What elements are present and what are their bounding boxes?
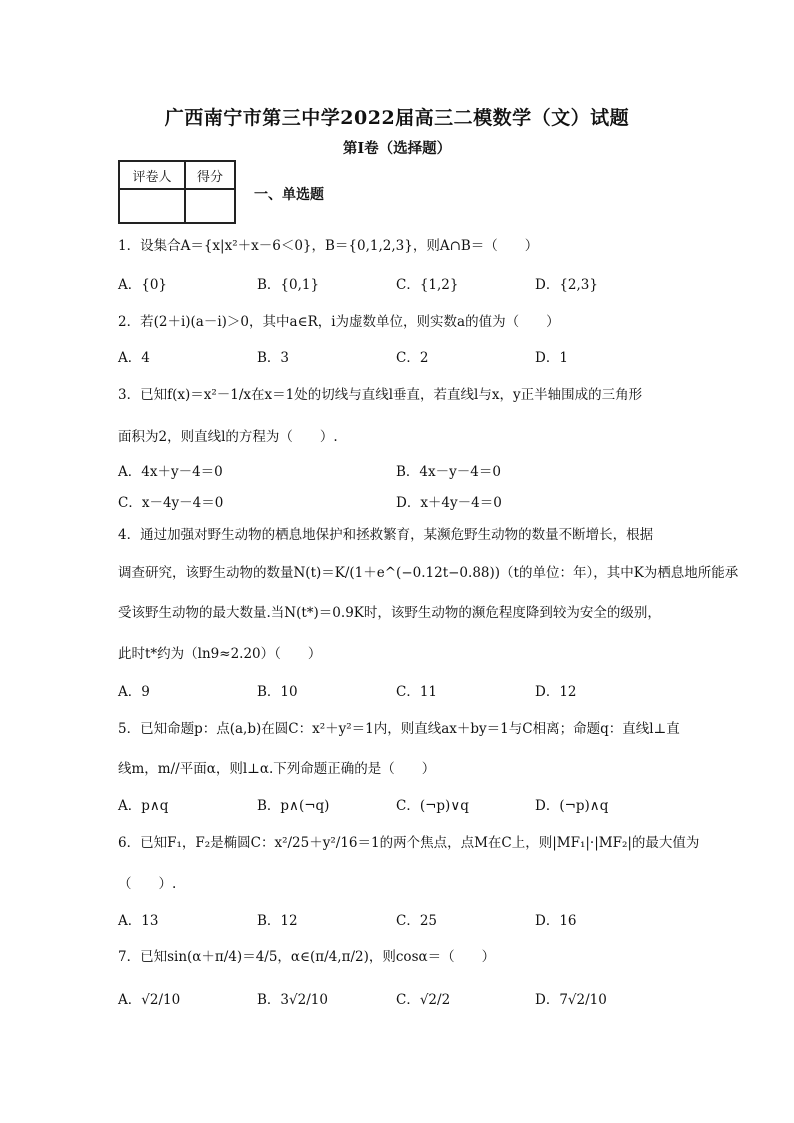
option-d: D．{2,3} (535, 277, 598, 293)
question-5-line-2: 线m，m//平面α，则l⊥α.下列命题正确的是（ ） (118, 761, 436, 777)
option-a: A．13 (118, 913, 159, 929)
question-4-line-2: 调查研究，该野生动物的数量N(t)＝K/(1＋e^(−0.12t−0.88))（t的单位：年），其中K为栖息地所能承 (118, 565, 739, 581)
question-number: 6． (118, 835, 141, 851)
question-1 (118, 234, 538, 254)
question-number: 3． (118, 387, 141, 403)
option-a: A．9 (118, 684, 150, 700)
option-b: B．p∧(¬q) (257, 798, 330, 814)
question-5 (118, 717, 680, 737)
option-d: D．(¬p)∧q (535, 798, 609, 814)
option-d: D．x＋4y－4＝0 (396, 495, 502, 511)
page-subtitle: 第I卷（选择题） (342, 140, 452, 157)
question-number: 5． (118, 721, 141, 737)
option-b: B．4x－y－4＝0 (396, 464, 501, 480)
option-c: C．25 (396, 913, 438, 929)
option-c: C．x－4y－4＝0 (118, 495, 224, 511)
option-d: D．12 (535, 684, 577, 700)
question-4 (118, 523, 653, 543)
question-text: 已知命题p：点(a,b)在圆C：x²＋y²＝1内，则直线ax＋by＝1与C相离；命题q：直线l⊥直 (140, 721, 680, 737)
option-d: D．1 (535, 350, 568, 366)
option-b: B．12 (257, 913, 298, 929)
question-number: 7． (118, 949, 141, 965)
question-number: 2． (118, 314, 141, 330)
option-c: C．{1,2} (396, 277, 459, 293)
question-number: 1． (118, 238, 141, 254)
score-table-cell-score (185, 189, 235, 223)
question-text: 已知F₁，F₂是椭圆C：x²/25＋y²/16＝1的两个焦点，点M在C上，则|MF₁|·|MF₂|的最大值为 (140, 835, 700, 851)
question-3-line-2: 面积为2，则直线l的方程为（ ）. (118, 429, 338, 445)
question-6-line-2: （ ）. (118, 876, 177, 892)
option-d: D．16 (535, 913, 577, 929)
score-table (118, 160, 236, 224)
score-table-cell-grader (119, 189, 185, 223)
option-a: A．4x＋y－4＝0 (118, 464, 223, 480)
option-d: D．7√2/10 (535, 992, 607, 1008)
option-b: B．10 (257, 684, 298, 700)
score-table-header-score: 得分 (185, 161, 235, 189)
option-b: B．{0,1} (257, 277, 320, 293)
option-a: A．{0} (118, 277, 168, 293)
option-b: B．3√2/10 (257, 992, 328, 1008)
question-text: 若(2＋i)(a－i)＞0，其中a∈R，i为虚数单位，则实数a的值为（ ） (140, 314, 560, 330)
question-6 (118, 831, 699, 851)
option-c: C．(¬p)∨q (396, 798, 469, 814)
question-text: 通过加强对野生动物的栖息地保护和拯救繁育，某濒危野生动物的数量不断增长，根据 (140, 527, 654, 543)
question-text: 已知f(x)＝x²－1/x在x＝1处的切线与直线l垂直，若直线l与x，y正半轴围成的三角形 (140, 387, 643, 403)
option-a: A．√2/10 (118, 992, 181, 1008)
question-7 (118, 945, 495, 965)
score-table-header-grader: 评卷人 (119, 161, 185, 189)
option-b: B．3 (257, 350, 290, 366)
option-c: C．√2/2 (396, 992, 451, 1008)
question-text: 已知sin(α＋π/4)＝4/5，α∈(π/4,π/2)，则cosα＝（ ） (140, 949, 496, 965)
option-c: C．11 (396, 684, 438, 700)
question-2 (118, 310, 560, 330)
page-title: 广西南宁市第三中学2022届高三二模数学（文）试题 (164, 107, 630, 129)
option-a: A．4 (118, 350, 150, 366)
question-4-line-3: 受该野生动物的最大数量.当N(t*)＝0.9K时，该野生动物的濒危程度降到较为安全的级别， (118, 605, 661, 621)
question-4-line-4: 此时t*约为（ln9≈2.20）（ ） (118, 646, 322, 662)
question-number: 4． (118, 527, 141, 543)
question-3 (118, 383, 642, 403)
section-title: 一、单选题 (254, 187, 324, 203)
question-text: 设集合A＝{x|x²＋x－6＜0}，B＝{0,1,2,3}，则A∩B＝（ ） (140, 238, 539, 254)
option-a: A．p∧q (118, 798, 169, 814)
option-c: C．2 (396, 350, 429, 366)
